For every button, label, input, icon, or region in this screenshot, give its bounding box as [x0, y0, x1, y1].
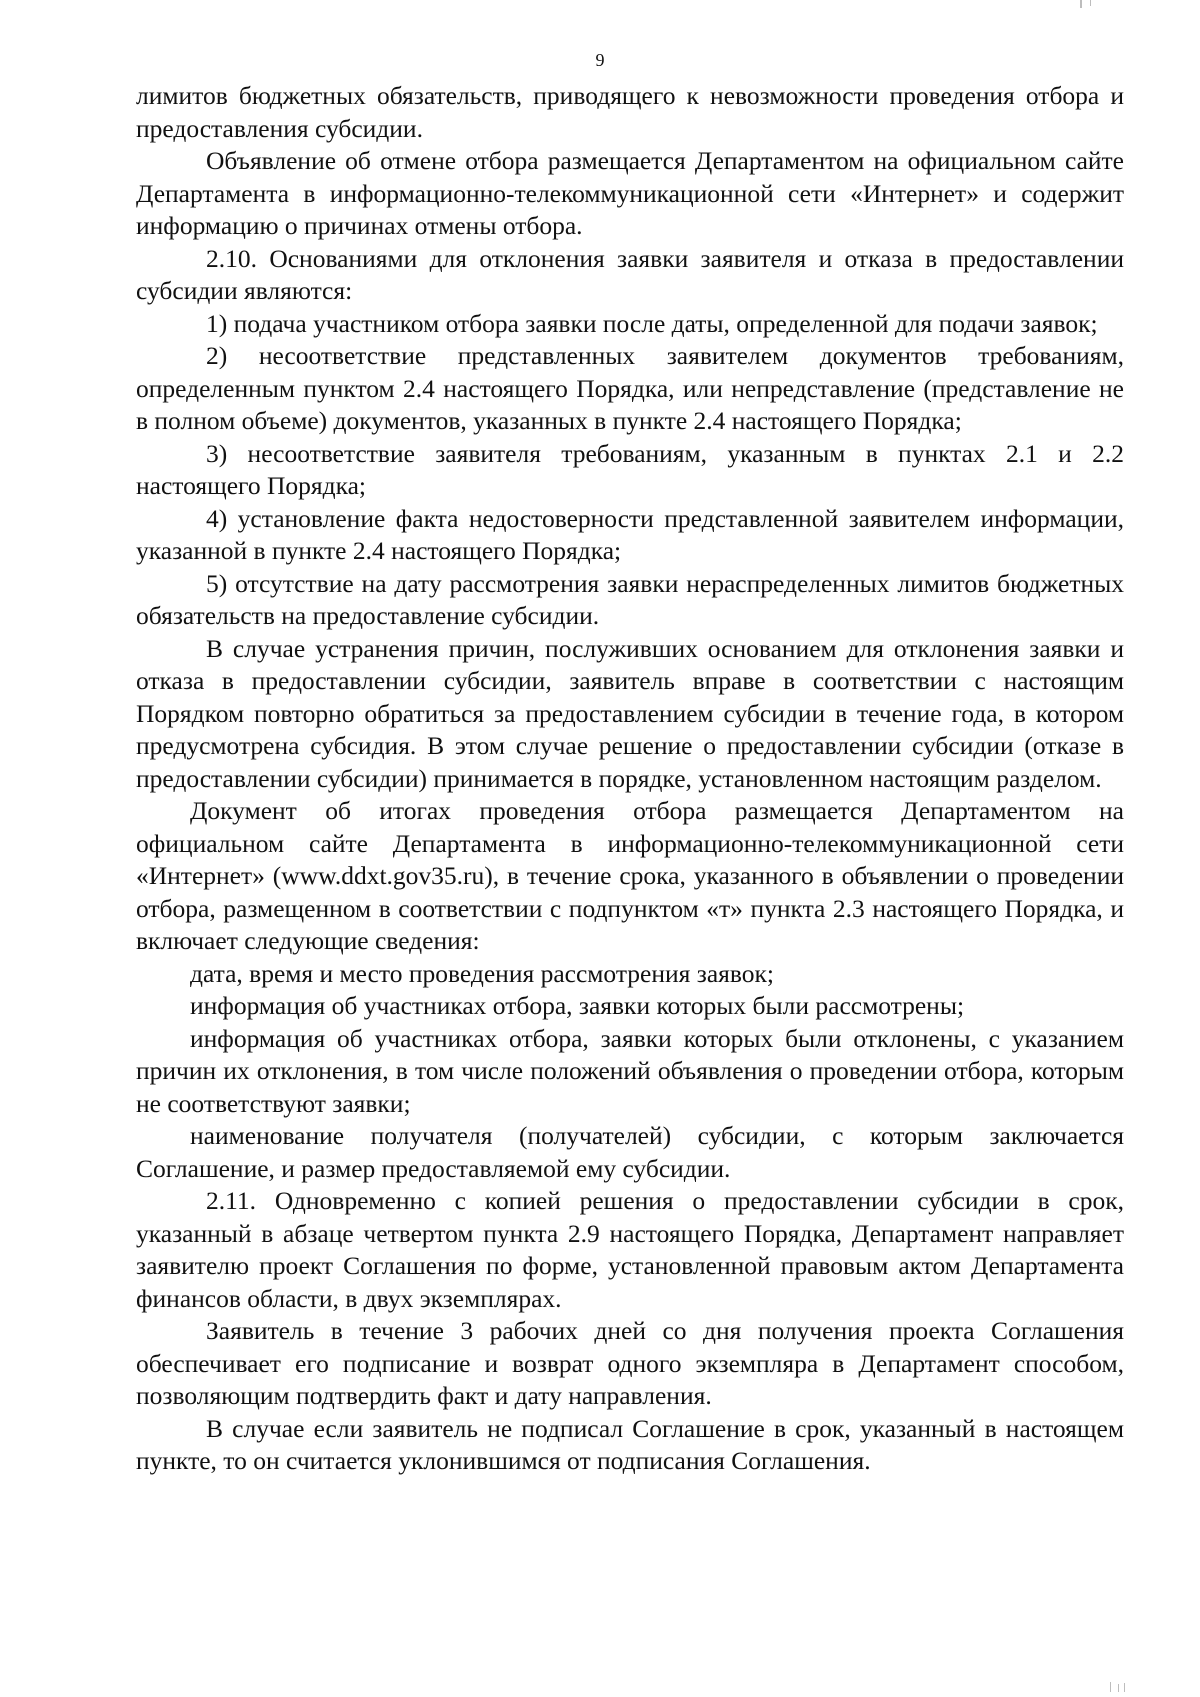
- list-item: информация об участниках отбора, заявки которых были рассмотрены;: [190, 991, 965, 1020]
- paragraph: Объявление об отмене отбора размещается Департаментом на официальном сайте Департамента в информационно-телекоммуникационной сети «Интернет» и содержит информацию о причинах отмены отбора.: [136, 146, 1124, 240]
- scan-artifact: [1124, 1683, 1125, 1692]
- list-item: информация об участниках отбора, заявки которых были отклонены, с указанием причин их отклонения, в том числе положений объявления о проведении отбора, которым не соответствуют заявки;: [136, 1023, 1124, 1118]
- list-item: 2) несоответствие представленных заявителем документов требованиям, определенным пунктом 2.4 настоящего Порядка, или непредставление (представление не в полном объеме) документов, указанных в пункте 2.4 настоящего Порядка;: [136, 341, 1124, 435]
- paragraph: 2.10. Основаниями для отклонения заявки заявителя и отказа в предоставлении субсидии являются:: [136, 243, 1124, 305]
- scan-artifact: [1110, 1682, 1111, 1692]
- scan-artifact: [1118, 1684, 1119, 1692]
- paragraph: В случае устранения причин, послуживших основанием для отклонения заявки и отказа в предоставлении субсидии, заявитель вправе в соответствии с настоящим Порядком повторно обратиться за предоставлением субсидии в течение года, в котором предусмотрена субсидия. В этом случае решение о предоставлении субсидии (отказе в предоставлении субсидии) принимается в порядке, установленном настоящим разделом.: [136, 633, 1124, 793]
- list-item: 5) отсутствие на дату рассмотрения заявки нераспределенных лимитов бюджетных обязательств на предоставление субсидии.: [136, 568, 1124, 630]
- paragraph: лимитов бюджетных обязательств, приводящего к невозможности проведения отбора и предоставления субсидии.: [136, 81, 1124, 143]
- paragraph: Документ об итогах проведения отбора размещается Департаментом на официальном сайте Департамента в информационно-телекоммуникационной сети «Интернет» (www.ddxt.gov35.ru), в течение срока, указанного в объявлении о проведении отбора, размещенном в соответствии с подпунктом «т» пункта 2.3 настоящего Порядка, и включает следующие сведения:: [136, 796, 1124, 955]
- page-number: 9: [595, 50, 605, 70]
- list-item: 1) подача участником отбора заявки после даты, определенной для подачи заявок;: [206, 308, 1098, 338]
- list-item: дата, время и место проведения рассмотрения заявок;: [190, 958, 774, 988]
- paragraph: В случае если заявитель не подписал Соглашение в срок, указанный в настоящем пункте, то он считается уклонившимся от подписания Соглашения.: [136, 1413, 1124, 1475]
- list-item: 3) несоответствие заявителя требованиям, указанным в пунктах 2.1 и 2.2 настоящего Порядка;: [136, 438, 1124, 500]
- list-item: наименование получателя (получателей) субсидии, с которым заключается Соглашение, и размер предоставляемой ему субсидии.: [136, 1121, 1124, 1183]
- paragraph: 2.11. Одновременно с копией решения о предоставлении субсидии в срок, указанный в абзаце четвертом пункта 2.9 настоящего Порядка, Департамент направляет заявителю проект Соглашения по форме, установленной правовым актом Департамента финансов области, в двух экземплярах.: [136, 1186, 1124, 1313]
- list-item: 4) установление факта недостоверности представленной заявителем информации, указанной в пункте 2.4 настоящего Порядка;: [136, 503, 1124, 565]
- paragraph: Заявитель в течение 3 рабочих дней со дня получения проекта Соглашения обеспечивает его подписание и возврат одного экземпляра в Департамент способом, позволяющим подтвердить факт и дату направления.: [136, 1316, 1124, 1410]
- scan-artifact: [1090, 0, 1091, 6]
- document-body: [136, 80, 1124, 1478]
- scan-artifact: [1080, 0, 1082, 8]
